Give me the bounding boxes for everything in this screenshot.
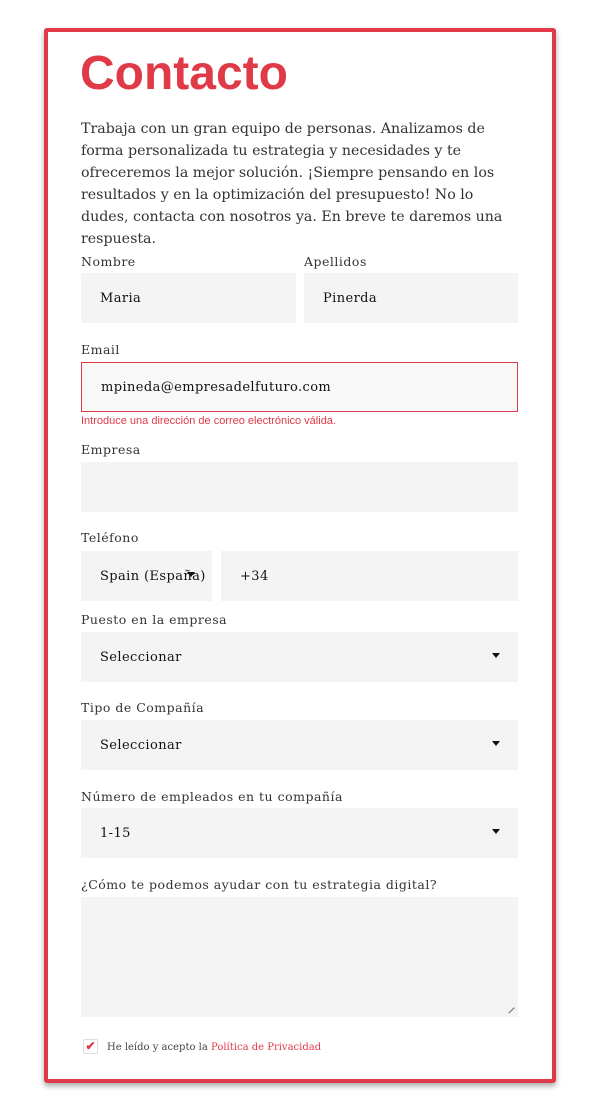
- tipo-value: Seleccionar: [100, 737, 182, 753]
- ayuda-label: ¿Cómo te podemos ayudar con tu estrategia digital?: [81, 877, 438, 892]
- apellidos-label: Apellidos: [304, 254, 367, 269]
- country-select[interactable]: [81, 551, 212, 601]
- email-input[interactable]: mpineda@empresadelfuturo.com: [81, 362, 518, 412]
- consent-label: He leído y acepto la: [107, 1042, 208, 1053]
- puesto-value: Seleccionar: [100, 649, 182, 665]
- empresa-input[interactable]: [81, 462, 518, 512]
- nombre-input[interactable]: Maria: [81, 273, 296, 323]
- email-label: Email: [81, 342, 120, 357]
- tipo-select[interactable]: [81, 720, 518, 770]
- privacy-checkbox[interactable]: ✔: [83, 1039, 98, 1054]
- puesto-label: Puesto en la empresa: [81, 612, 228, 627]
- chevron-down-icon: [492, 653, 500, 658]
- empleados-label: Número de empleados en tu compañía: [81, 789, 343, 804]
- ayuda-textarea[interactable]: [81, 897, 518, 1017]
- empleados-select[interactable]: [81, 808, 518, 858]
- chevron-down-icon: [492, 741, 500, 746]
- page-title: Contacto: [80, 47, 288, 100]
- chevron-down-icon: [492, 829, 500, 834]
- phone-input[interactable]: +34: [221, 551, 518, 601]
- country-value: Spain (España): [100, 568, 206, 584]
- chevron-down-icon: [187, 572, 195, 577]
- puesto-select[interactable]: [81, 632, 518, 682]
- telefono-label: Teléfono: [81, 530, 139, 545]
- apellidos-input[interactable]: Pinerda: [304, 273, 518, 323]
- tipo-label: Tipo de Compañía: [81, 700, 205, 715]
- empleados-value: 1-15: [100, 825, 131, 841]
- intro-text: Trabaja con un gran equipo de personas. Analizamos de forma personalizada tu estrategia y necesidades y te ofreceremos la mejor solución. ¡Siempre pensando en los resultados y en la optimización del presupuesto! No lo dudes, contacta con nosotros ya. En breve te daremos una respuesta.: [81, 121, 503, 247]
- nombre-label: Nombre: [81, 254, 136, 269]
- consent-text: [107, 1042, 321, 1053]
- email-error: Introduce una dirección de correo electrónico válida.: [81, 415, 336, 427]
- empresa-label: Empresa: [81, 442, 141, 457]
- privacy-policy-link[interactable]: Política de Privacidad: [211, 1042, 322, 1053]
